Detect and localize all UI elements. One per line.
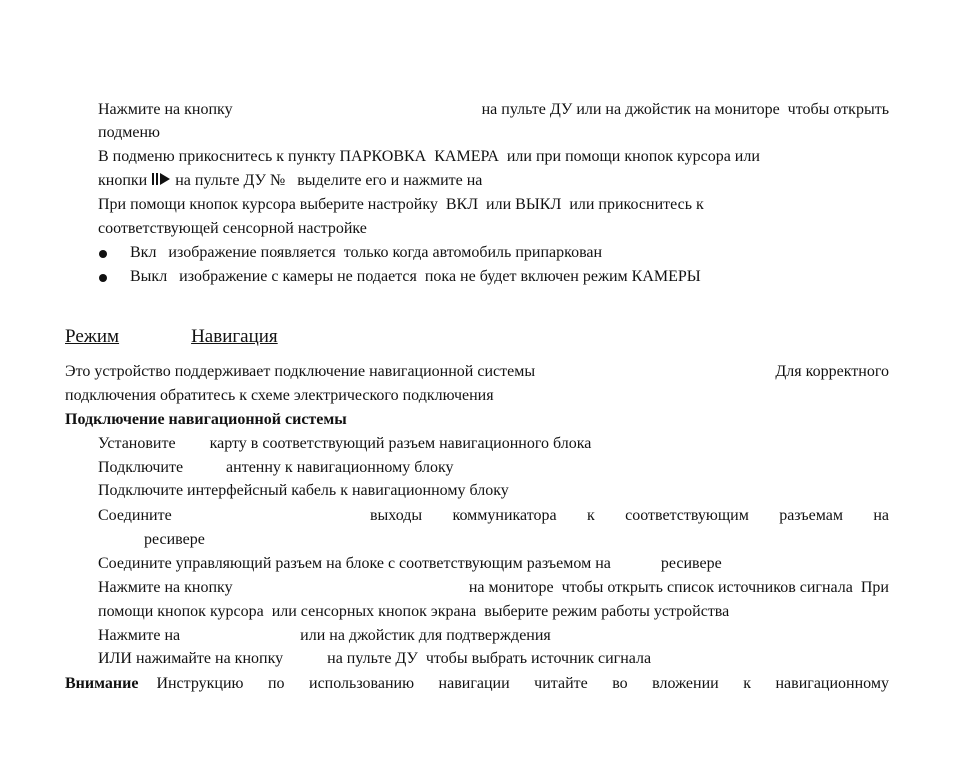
subheading: Подключение навигационной системы (65, 411, 347, 428)
warning-label: Внимание (65, 675, 139, 692)
text-line: подключения обратитесь к схеме электрического подключения (65, 387, 494, 404)
text-fragment: кнопки (98, 172, 148, 189)
text-fragment: Для корректного (775, 363, 889, 380)
text-fragment: Нажмите на кнопку (98, 101, 233, 118)
heading-part: Режим Навигация (65, 326, 278, 347)
list-item: Подключите интерфейсный кабель к навигационному блоку (98, 482, 509, 499)
list-item: Установите карту в соответствующий разъем навигационного блока (98, 435, 592, 452)
section-heading (65, 326, 284, 348)
bullet-marker (99, 274, 107, 282)
text-line (98, 171, 482, 192)
text-fragment: Это устройство поддерживает подключение навигационной системы (65, 363, 536, 380)
list-item: Нажмите на или на джойстик для подтверждения (98, 627, 551, 644)
text-line: При помощи кнопок курсора выберите настройку ВКЛ или ВЫКЛ или прикоснитесь к (98, 196, 704, 213)
text-line (65, 362, 889, 382)
text-line (98, 100, 889, 120)
list-item: Соедините управляющий разъем на блоке с соответствующим разъемом на ресивере (98, 555, 722, 572)
text-fragment: на пульте ДУ № выделите его и нажмите на (175, 172, 483, 189)
list-item: Выкл изображение с камеры не подается пока не будет включен режим КАМЕРЫ (130, 268, 701, 285)
text-line: выходы коммуникатора к соответствующим разъемам на (370, 507, 889, 524)
text-line: подменю (98, 124, 160, 141)
bullet-marker (99, 250, 107, 258)
list-item: Вкл изображение появляется только когда автомобиль припаркован (130, 244, 603, 261)
warning-text: Инструкцию по использованию навигации читайте во вложении к навигационному (156, 675, 889, 692)
play-pause-icon (151, 172, 171, 192)
list-item: Подключите антенну к навигационному блоку (98, 459, 454, 476)
text-line: соответствующей сенсорной настройке (98, 220, 367, 237)
text-line: помощи кнопок курсора или сенсорных кнопок экрана выберите режим работы устройства (98, 603, 730, 620)
warning-line (65, 674, 889, 694)
list-item: Нажмите на кнопку на мониторе чтобы открыть список источников сигнала При (98, 579, 889, 596)
text-fragment: на пульте ДУ или на джойстик на мониторе чтобы открыть (481, 101, 889, 118)
list-item: Соедините (98, 507, 172, 524)
text-line: ресивере (144, 531, 205, 548)
text-line: В подменю прикоснитесь к пункту ПАРКОВКА КАМЕРА или при помощи кнопок курсора или (98, 148, 760, 165)
list-item: ИЛИ нажимайте на кнопку на пульте ДУ чтобы выбрать источник сигнала (98, 650, 652, 667)
